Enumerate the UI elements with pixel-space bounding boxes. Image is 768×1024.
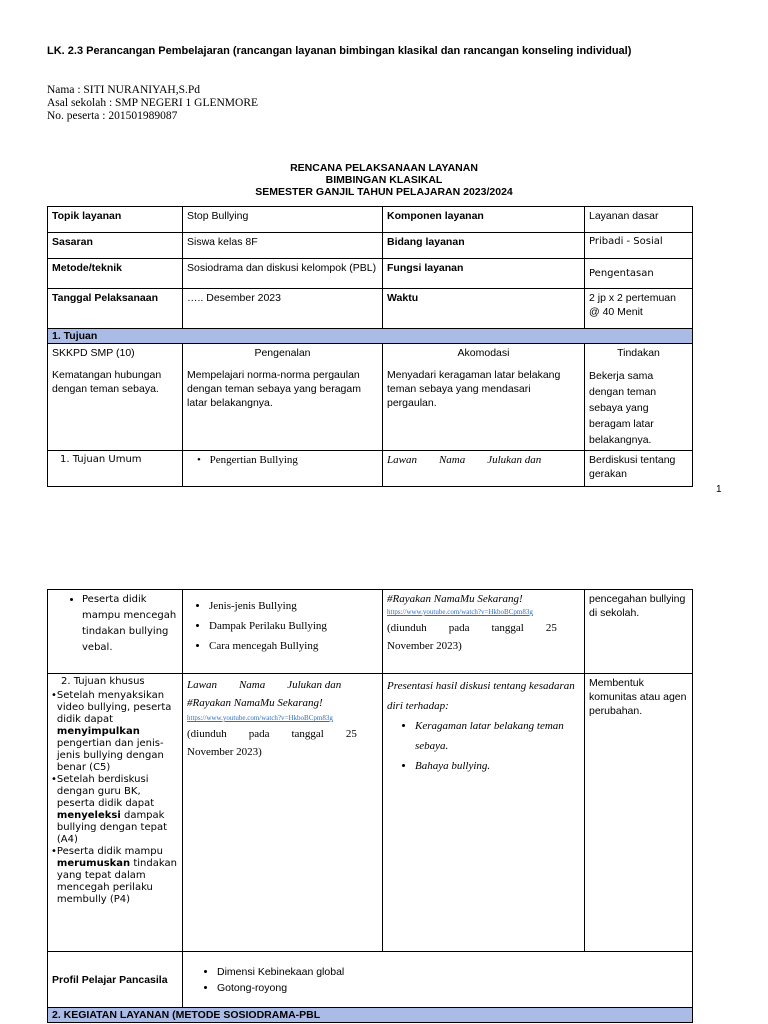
function-label: Fungsi layanan xyxy=(383,259,585,289)
date-value: ….. Desember 2023 xyxy=(183,289,383,329)
khusus-objective-3: • Peserta didik mampu merumuskan tindakan yang tepat dalam mencegah perilaku membully (P4) xyxy=(51,846,177,905)
topic-value: Stop Bullying xyxy=(183,207,383,233)
materi-item-3: • Cara mencegah Bullying xyxy=(209,636,378,656)
presentasi-item-2: • Bahaya bullying. xyxy=(415,756,580,776)
pengenalan-header: Pengenalan xyxy=(183,344,383,363)
bullet-icon: • xyxy=(51,846,57,857)
component-label: Komponen layanan xyxy=(383,207,585,233)
media-download-date: (diunduh pada tanggal 25 November 2023) xyxy=(387,622,560,652)
section-kegiatan-band: 2. KEGIATAN LAYANAN (METODE SOSIODRAMA-PBL xyxy=(48,1008,693,1023)
media-youtube-link[interactable]: https://www.youtube.com/watch?v=HkboBCpm83g xyxy=(387,608,533,616)
khusus-tindakan: Membentuk komunitas atau agen perubahan. xyxy=(585,674,693,952)
akomodasi-text: Menyadari keragaman latar belakang teman sebaya yang mendasari pergaulan. xyxy=(383,362,585,451)
tujuan-umum-media: Lawan Nama Julukan dan xyxy=(383,451,585,487)
date-label: Tanggal Pelaksanaan xyxy=(48,289,183,329)
field-value: Pribadi - Sosial xyxy=(585,233,693,259)
time-value: 2 jp x 2 pertemuan @ 40 Menit xyxy=(585,289,693,329)
tujuan-umum-continuation: • Peserta didik mampu mencegah tindakan bullying vebal. xyxy=(82,592,178,656)
plan-title-line2: BIMBINGAN KLASIKAL xyxy=(325,174,443,186)
khusus-media-download-date: (diunduh pada tanggal 25 November 2023) xyxy=(187,728,360,758)
section-tujuan-band: 1. Tujuan xyxy=(48,329,693,344)
tujuan-umum-label: 1. Tujuan Umum xyxy=(48,451,183,487)
plan-title-line3: SEMESTER GANJIL TAHUN PELAJARAN 2023/2024 xyxy=(255,186,513,198)
identity-name: Nama : SITI NURANIYAH,S.Pd xyxy=(47,84,201,96)
khusus-media-youtube-link[interactable]: https://www.youtube.com/watch?v=HkboBCpm83g xyxy=(187,714,333,722)
materi-item-2: • Dampak Perilaku Bullying xyxy=(209,616,378,636)
skkpd-text: Kematangan hubungan dengan teman sebaya. xyxy=(48,362,183,451)
tindakan-header: Tindakan xyxy=(585,344,693,363)
field-label: Bidang layanan xyxy=(383,233,585,259)
identity-school: Asal sekolah : SMP NEGERI 1 GLENMORE xyxy=(47,97,259,109)
tindakan-text: Bekerja sama dengan teman sebaya yang beragam latar belakangnya. xyxy=(585,362,693,451)
topic-label: Topik layanan xyxy=(48,207,183,233)
plan-title-line1: RENCANA PELAKSANAAN LAYANAN xyxy=(290,162,478,174)
tujuan-umum-tindakan: Berdiskusi tentang gerakan xyxy=(585,451,693,487)
pengenalan-text: Mempelajari norma-norma pergaulan dengan teman sebaya yang beragam latar belakangnya. xyxy=(183,362,383,451)
plan-table-page2 xyxy=(47,589,693,1023)
skkpd-header: SKKPD SMP (10) xyxy=(48,344,183,363)
profil-label: Profil Pelajar Pancasila xyxy=(48,952,183,1008)
time-label: Waktu xyxy=(383,289,585,329)
khusus-objective-2: • Setelah berdiskusi dengan guru BK, peserta didik dapat menyeleksi dampak bullying dengan tepat (A4) xyxy=(51,774,168,845)
tujuan-umum-item: Pengertian Bullying xyxy=(209,454,298,466)
bullet-icon: • xyxy=(51,690,57,701)
tujuan-khusus-label: 2. Tujuan khusus xyxy=(61,676,145,687)
plan-table-page1 xyxy=(47,206,693,487)
bullet-icon: • xyxy=(197,454,201,466)
khusus-media-title: Lawan Nama Julukan dan #Rayakan NamaMu Sekarang! xyxy=(187,679,345,709)
page-number: 1 xyxy=(716,484,722,495)
function-value: Pengentasan xyxy=(585,259,693,289)
media-title: #Rayakan NamaMu Sekarang! xyxy=(387,593,523,605)
component-value: Layanan dasar xyxy=(585,207,693,233)
khusus-objective-1: • Setelah menyaksikan video bullying, peserta didik dapat menyimpulkan pengertian dan jenis-jenis bullying dengan benar (C5) xyxy=(51,690,172,773)
tindakan-continuation: pencegahan bullying di sekolah. xyxy=(585,590,693,674)
presentasi-text: Presentasi hasil diskusi tentang kesadaran diri terhadap: xyxy=(387,680,575,712)
materi-item-1: • Jenis-jenis Bullying xyxy=(209,596,378,616)
identity-participant-number: No. peserta : 201501989087 xyxy=(47,110,178,122)
profil-item-1: • Dimensi Kebinekaan global xyxy=(217,964,688,980)
akomodasi-header: Akomodasi xyxy=(383,344,585,363)
method-label: Metode/teknik xyxy=(48,259,183,289)
profil-item-2: • Gotong-royong xyxy=(217,980,688,996)
method-value: Sosiodrama dan diskusi kelompok (PBL) xyxy=(183,259,383,289)
presentasi-item-1: • Keragaman latar belakang teman sebaya. xyxy=(415,716,580,756)
bullet-icon: • xyxy=(51,774,57,785)
target-label: Sasaran xyxy=(48,233,183,259)
document-heading: LK. 2.3 Perancangan Pembelajaran (rancangan layanan bimbingan klasikal dan rancangan konseling individual) xyxy=(47,45,632,57)
target-value: Siswa kelas 8F xyxy=(183,233,383,259)
